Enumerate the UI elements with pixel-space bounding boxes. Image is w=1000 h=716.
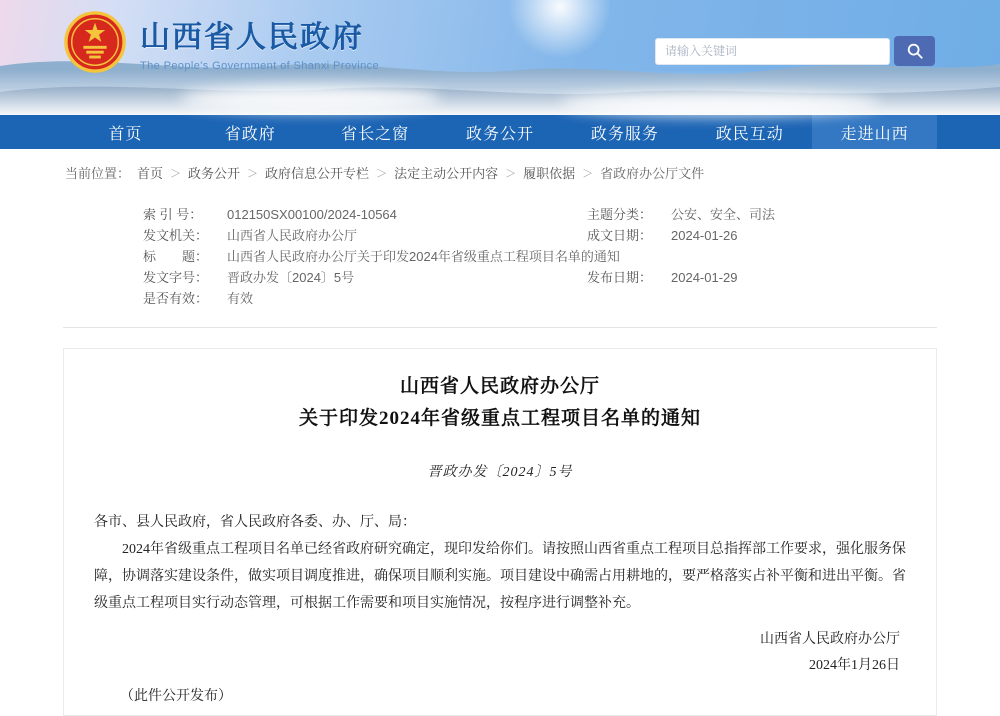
main-nav bbox=[0, 115, 1000, 149]
breadcrumb-prefix: 当前位置： bbox=[65, 166, 131, 181]
meta-value: 2024-01-26 bbox=[671, 228, 738, 243]
search-button[interactable] bbox=[894, 36, 935, 66]
meta-row-issuing-agency bbox=[143, 225, 937, 246]
search-icon bbox=[906, 42, 924, 60]
document-metadata bbox=[63, 196, 937, 328]
meta-label: 成文日期： bbox=[587, 228, 653, 243]
cloud-decoration bbox=[180, 86, 440, 112]
meta-label: 发文机关： bbox=[143, 228, 209, 243]
breadcrumb-home[interactable]: 首页 bbox=[137, 166, 164, 181]
meta-value: 有效 bbox=[227, 291, 254, 306]
site-brand[interactable] bbox=[64, 11, 379, 73]
meta-label: 索 引 号： bbox=[143, 207, 203, 222]
cloud-decoration bbox=[560, 92, 880, 116]
breadcrumb-separator: ＞ bbox=[170, 167, 182, 180]
document-signature bbox=[94, 627, 906, 679]
meta-row-index-number bbox=[143, 204, 937, 225]
meta-value: 山西省人民政府办公厅 bbox=[227, 228, 358, 243]
nav-item-into-shanxi[interactable]: 走进山西 bbox=[812, 115, 937, 149]
search-input[interactable] bbox=[655, 38, 890, 65]
site-banner bbox=[0, 0, 1000, 115]
nav-item-home[interactable]: 首页 bbox=[108, 125, 143, 143]
breadcrumb-separator: ＞ bbox=[582, 167, 594, 180]
document-title-line2: 关于印发2024年省级重点工程项目名单的通知 bbox=[298, 408, 701, 429]
document-body bbox=[94, 509, 906, 617]
meta-row-doc-number bbox=[143, 267, 937, 288]
breadcrumb-gov-disclosure[interactable]: 政务公开 bbox=[188, 166, 241, 181]
meta-row-title bbox=[143, 246, 937, 267]
breadcrumb-separator: ＞ bbox=[505, 167, 517, 180]
meta-label: 是否有效： bbox=[143, 291, 209, 306]
document-public-note: （此件公开发布） bbox=[120, 689, 232, 704]
document-sign-date: 2024年1月26日 bbox=[809, 658, 900, 673]
meta-value: 012150SX00100/2024-10564 bbox=[227, 207, 397, 222]
nav-item-gov-disclosure[interactable]: 政务公开 bbox=[466, 125, 535, 143]
nav-item-governor-window[interactable]: 省长之窗 bbox=[341, 125, 410, 143]
document-signer: 山西省人民政府办公厅 bbox=[760, 632, 900, 647]
breadcrumb-info-column[interactable]: 政府信息公开专栏 bbox=[265, 166, 370, 181]
breadcrumb-separator: ＞ bbox=[247, 167, 259, 180]
meta-value: 山西省人民政府办公厅关于印发2024年省级重点工程项目名单的通知 bbox=[227, 249, 620, 264]
document-paragraph: 2024年省级重点工程项目名单已经省政府研究确定，现印发给你们。请按照山西省重点工程项目总指挥部工作要求，强化服务保障，协调落实建设条件，做实项目调度推进，确保项目顺利实施。项目建设中确需占用耕地的，要严格落实占补平衡和进出平衡。省级重点工程项目实行动态管理，可根据工作需要和项目实施情况，按程序进行调整补充。 bbox=[94, 542, 906, 611]
main-nav-inner bbox=[63, 115, 937, 149]
document-number: 晋政办发〔2024〕5号 bbox=[427, 465, 573, 480]
site-search bbox=[655, 36, 935, 66]
document-title-line1: 山西省人民政府办公厅 bbox=[399, 376, 600, 397]
meta-label: 发布日期： bbox=[587, 270, 653, 285]
national-emblem-logo bbox=[64, 11, 126, 73]
site-subtitle: The People's Government of Shanxi Province bbox=[140, 60, 380, 72]
breadcrumb-statutory-content[interactable]: 法定主动公开内容 bbox=[394, 166, 499, 181]
meta-label: 主题分类： bbox=[587, 207, 653, 222]
meta-value: 2024-01-29 bbox=[671, 270, 738, 285]
meta-value: 公安、安全、司法 bbox=[671, 207, 776, 222]
nav-item-gov-services[interactable]: 政务服务 bbox=[590, 125, 659, 143]
meta-value: 晋政办发〔2024〕5号 bbox=[227, 270, 355, 285]
meta-label: 标 题： bbox=[143, 249, 209, 264]
breadcrumb bbox=[63, 149, 937, 192]
document-salutation: 各市、县人民政府，省人民政府各委、办、厅、局： bbox=[94, 515, 416, 530]
nav-item-citizen-interaction[interactable]: 政民互动 bbox=[715, 125, 784, 143]
document-content-box bbox=[63, 348, 937, 716]
brand-text bbox=[140, 12, 379, 72]
breadcrumb-duty-basis[interactable]: 履职依据 bbox=[523, 166, 576, 181]
breadcrumb-separator: ＞ bbox=[376, 167, 388, 180]
breadcrumb-current-page: 省政府办公厅文件 bbox=[600, 166, 705, 181]
meta-row-validity bbox=[143, 288, 937, 309]
nav-item-provincial-government[interactable]: 省政府 bbox=[224, 125, 276, 143]
meta-label: 发文字号： bbox=[143, 270, 209, 285]
site-title: 山西省人民政府 bbox=[140, 21, 364, 54]
